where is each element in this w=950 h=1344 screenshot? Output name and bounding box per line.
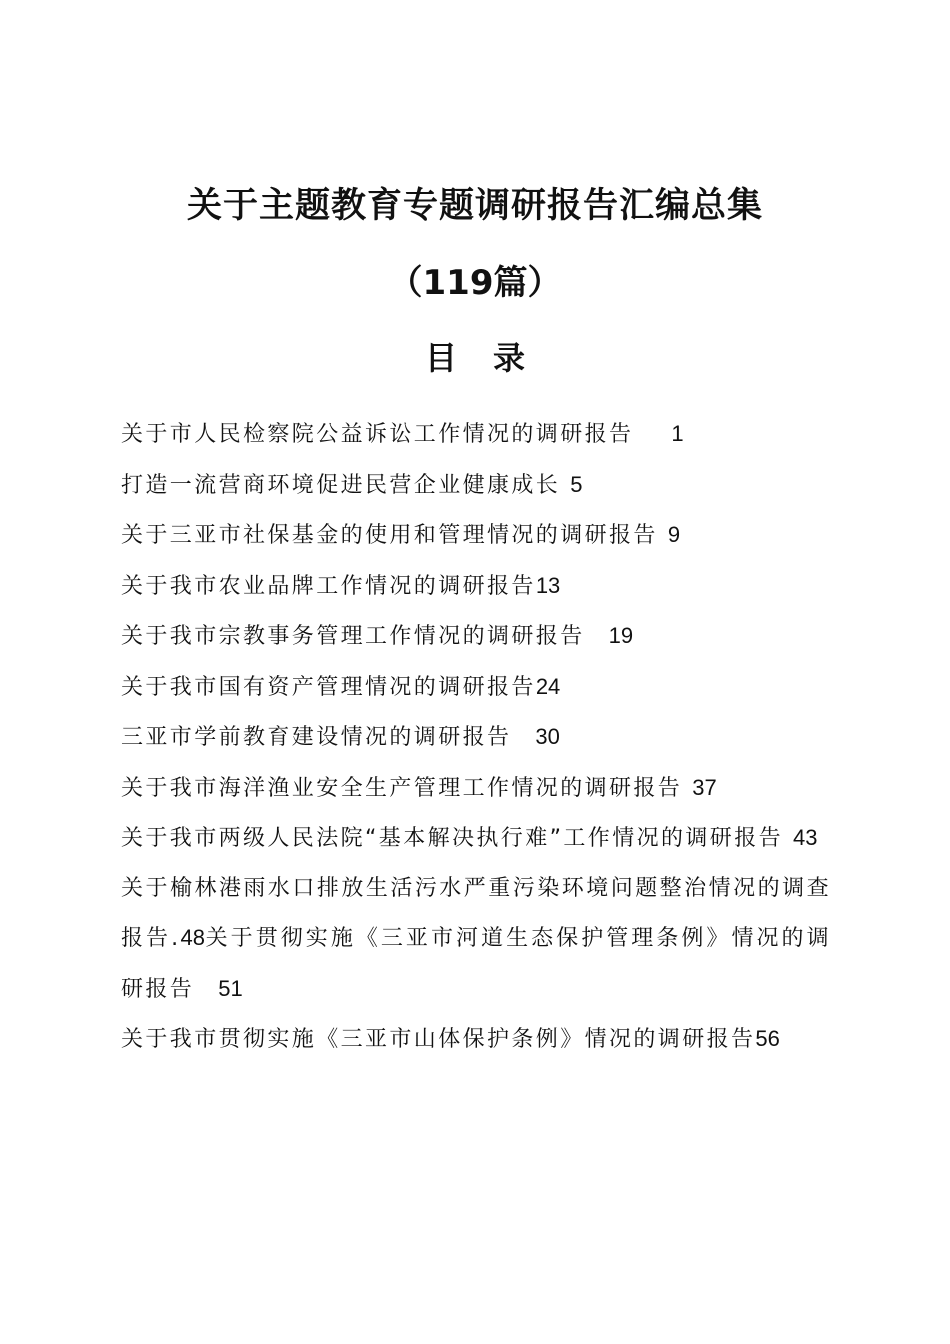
toc-entry-page: 9 bbox=[667, 522, 681, 547]
document-subtitle: （119篇） bbox=[388, 263, 562, 303]
toc-entry-page: 30 bbox=[535, 724, 560, 749]
toc-heading: 目录 bbox=[424, 339, 561, 377]
toc-entry-page: 37 bbox=[692, 774, 717, 800]
toc-entry[interactable] bbox=[121, 712, 831, 763]
toc-entry-page: 19 bbox=[608, 623, 634, 648]
toc-entry[interactable] bbox=[121, 460, 831, 511]
toc-entry-page: 51 bbox=[218, 975, 243, 1001]
toc-entry-title: 关于我市两级人民法院“基本解决执行难”工作情况的调研报告 bbox=[121, 826, 783, 851]
toc-entry[interactable] bbox=[121, 1014, 831, 1065]
toc-entry-title: 三亚市学前教育建设情况的调研报告 bbox=[121, 725, 512, 750]
toc-entry-title: 关于市人民检察院公益诉讼工作情况的调研报告 bbox=[121, 422, 634, 447]
toc-entry[interactable] bbox=[121, 561, 831, 612]
toc-entry[interactable] bbox=[121, 510, 831, 561]
toc-entry-page: 1 bbox=[671, 421, 684, 446]
toc-entry[interactable] bbox=[121, 763, 831, 814]
toc-entry[interactable] bbox=[121, 611, 831, 662]
toc-entry[interactable] bbox=[121, 813, 831, 864]
toc-entry-title: 关于我市国有资产管理情况的调研报告 bbox=[121, 674, 536, 700]
toc-entry[interactable] bbox=[121, 662, 831, 713]
toc-entry[interactable] bbox=[121, 409, 831, 460]
toc-entry-title: 关于榆林港雨水口排放生活污水严重污染环境问题整治情况的调查报告. bbox=[121, 875, 831, 951]
toc-entry-page: 56 bbox=[755, 1026, 780, 1051]
toc-entry-title: 关于贯彻实施《三亚市河道生态保护管理条例》情况的调研报告 bbox=[121, 926, 831, 1002]
toc-entry-page: 24 bbox=[535, 673, 561, 699]
toc-entry-combined[interactable] bbox=[121, 864, 831, 1015]
toc-entry-page: 48 bbox=[180, 925, 205, 950]
toc-entry-page: 5 bbox=[570, 471, 583, 497]
toc-entry-page: 13 bbox=[535, 572, 561, 598]
table-of-contents bbox=[121, 409, 831, 1065]
toc-entry-title: 打造一流营商环境促进民营企业健康成长 bbox=[121, 472, 561, 498]
toc-entry-title: 关于三亚市社保基金的使用和管理情况的调研报告 bbox=[121, 523, 658, 548]
toc-entry-page: 43 bbox=[793, 825, 818, 850]
toc-entry-title: 关于我市海洋渔业安全生产管理工作情况的调研报告 bbox=[121, 775, 683, 801]
toc-entry-title: 关于我市贯彻实施《三亚市山体保护条例》情况的调研报告 bbox=[121, 1027, 756, 1052]
toc-entry-title: 关于我市农业品牌工作情况的调研报告 bbox=[121, 573, 536, 599]
toc-entry-title: 关于我市宗教事务管理工作情况的调研报告 bbox=[121, 624, 585, 649]
document-title: 关于主题教育专题调研报告汇编总集 bbox=[186, 186, 763, 226]
